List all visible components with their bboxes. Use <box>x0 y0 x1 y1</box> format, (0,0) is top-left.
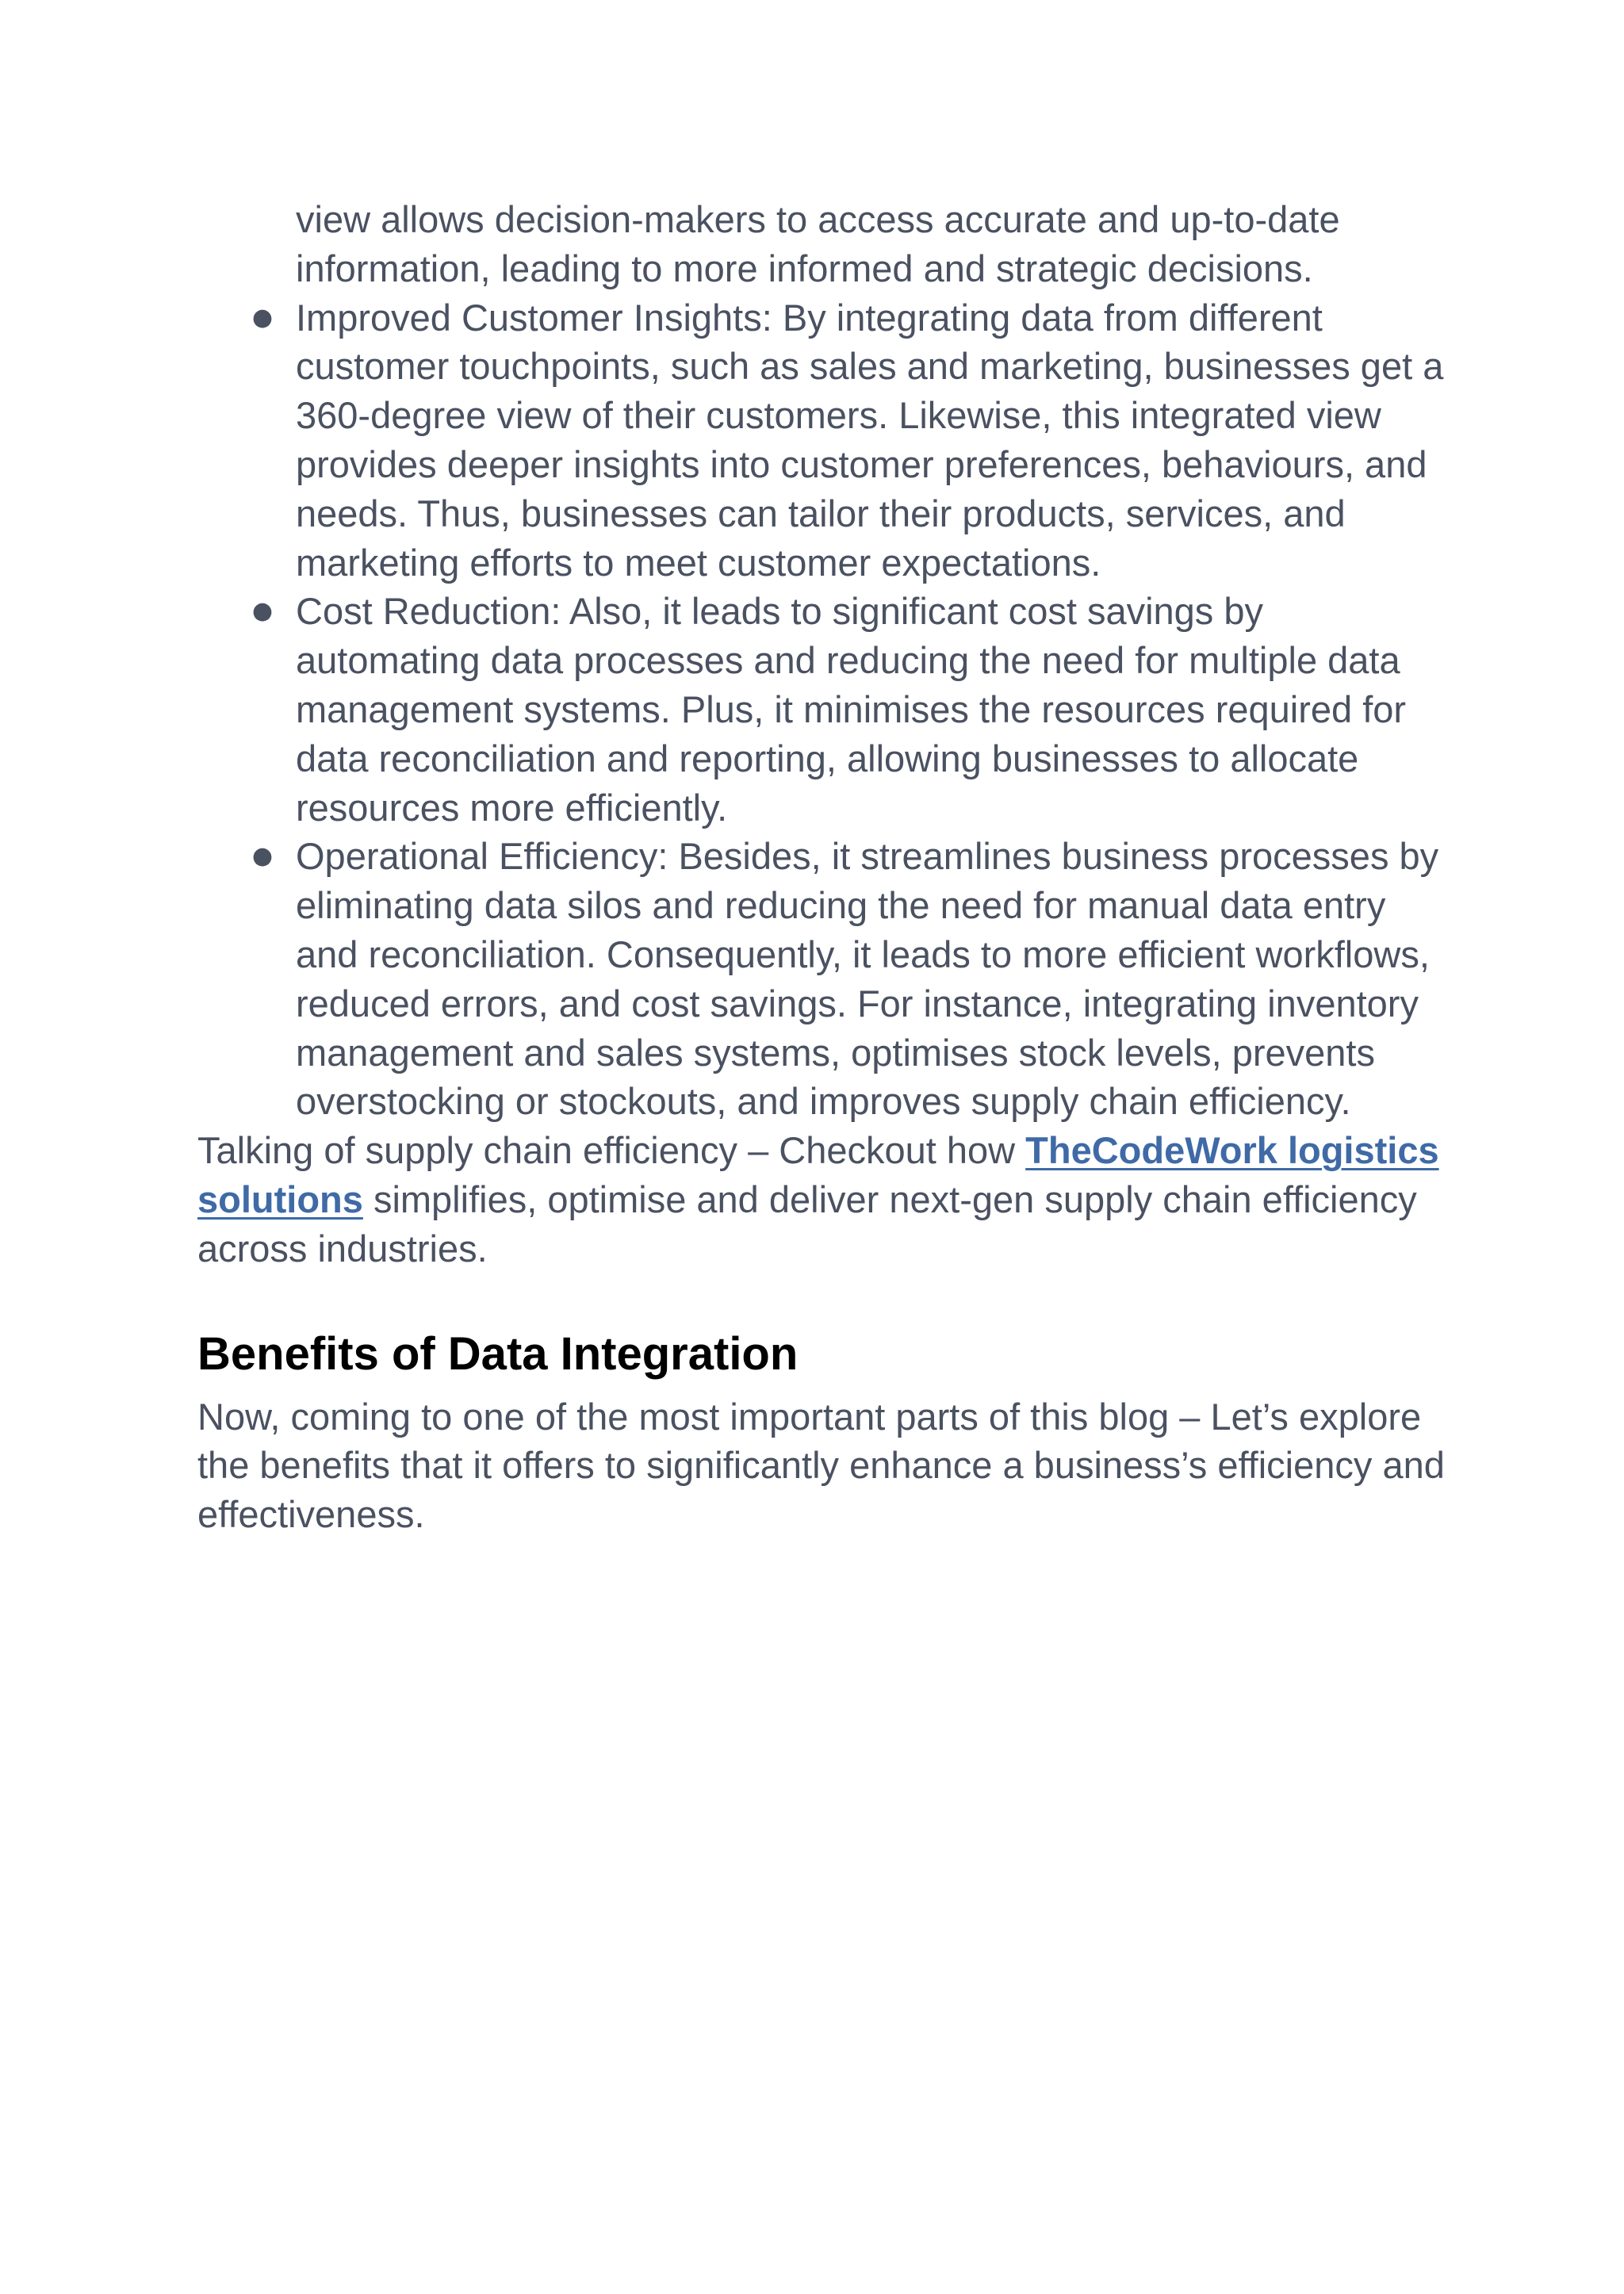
list-item-text: view allows decision-makers to access accurate and up-to-date information, leading to more informed and strategic decisions. <box>296 198 1340 289</box>
paragraph-text-after-link: simplifies, optimise and deliver next-gen supply chain efficiency across industries. <box>197 1178 1417 1270</box>
paragraph-text-before-link: Talking of supply chain efficiency – Checkout how <box>197 1129 1026 1172</box>
bullet-icon: ● <box>251 842 274 871</box>
document-content <box>197 195 1450 1539</box>
section-intro-paragraph: Now, coming to one of the most important parts of this blog – Let’s explore the benefits that it offers to significantly enhance a business’s efficiency and effectiveness. <box>197 1395 1445 1536</box>
list-item <box>197 832 1450 1126</box>
thecodework-logistics-link[interactable]: TheCodeWork logistics solutions <box>197 1129 1439 1220</box>
list-item <box>197 587 1450 832</box>
list-item-text: Cost Reduction: Also, it leads to significant cost savings by automating data processes and reducing the need for multiple data management systems. Plus, it minimises the resources required for data reconciliation and reporting, allowing businesses to allocate resources more efficiently. <box>296 590 1407 829</box>
benefits-bullet-list <box>197 195 1450 1126</box>
list-item <box>197 293 1450 588</box>
list-item-text: Operational Efficiency: Besides, it streamlines business processes by eliminating data silos and reducing the need for manual data entry and reconciliation. Consequently, it leads to more efficient workflows, reduced errors, and cost savings. For instance, integrating inventory management and sales systems, optimises stock levels, prevents overstocking or stockouts, and improves supply chain efficiency. <box>296 835 1439 1123</box>
section-heading: Benefits of Data Integration <box>197 1327 799 1380</box>
list-item <box>197 195 1450 293</box>
bullet-icon: ● <box>251 303 274 331</box>
list-item-text: Improved Customer Insights: By integrating data from different customer touchpoints, such as sales and marketing, businesses get a 360-degree view of their customers. Likewise, this integrated view provides deeper insights into customer preferences, behaviours, and needs. Thus, businesses can tailor their products, services, and marketing efforts to meet customer expectations. <box>296 296 1444 584</box>
bullet-icon: ● <box>251 597 274 626</box>
supply-chain-paragraph <box>197 1126 1450 1273</box>
